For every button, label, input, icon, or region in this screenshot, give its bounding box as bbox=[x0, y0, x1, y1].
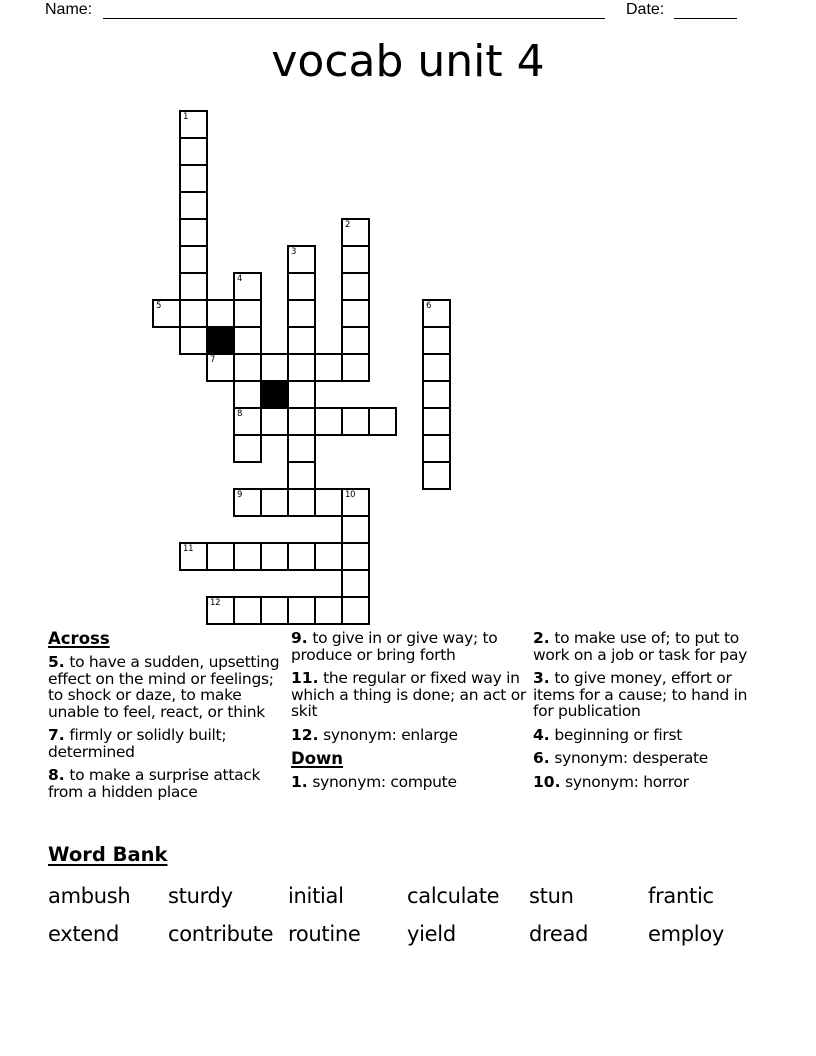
word-bank-word: routine bbox=[288, 922, 361, 946]
cell-number: 3 bbox=[291, 247, 297, 257]
grid-cell[interactable] bbox=[341, 299, 370, 328]
grid-cell[interactable] bbox=[179, 164, 208, 193]
grid-cell[interactable] bbox=[233, 272, 262, 301]
grid-cell[interactable] bbox=[341, 272, 370, 301]
cell-number: 7 bbox=[210, 355, 216, 365]
clue-11: 11. the regular or fixed way in which a thing is done; an act or skit bbox=[291, 669, 526, 721]
cell-number: 9 bbox=[237, 490, 243, 500]
grid-cell[interactable] bbox=[287, 488, 316, 517]
crossword-grid bbox=[152, 110, 451, 625]
grid-cell[interactable] bbox=[233, 434, 262, 463]
clue-10: 10. synonym: horror bbox=[533, 773, 689, 792]
clue-number: 2. bbox=[533, 629, 550, 647]
clue-number: 11. bbox=[291, 669, 319, 688]
grid-cell[interactable] bbox=[260, 407, 289, 436]
word-bank-row-2 bbox=[48, 920, 778, 950]
grid-cell-black bbox=[260, 380, 289, 409]
clue-3: 3. to give money, effort or items for a cause; to hand in for publication bbox=[533, 669, 748, 721]
word-bank-word: employ bbox=[648, 922, 725, 946]
word-bank-word: extend bbox=[48, 922, 119, 946]
grid-cell[interactable] bbox=[233, 326, 262, 355]
cell-number: 4 bbox=[237, 274, 243, 284]
name-fill-line[interactable] bbox=[103, 0, 605, 19]
across-header: Across bbox=[48, 629, 110, 648]
word-bank-word: stun bbox=[529, 884, 574, 908]
grid-cell[interactable] bbox=[260, 488, 289, 517]
grid-cell[interactable] bbox=[179, 299, 208, 328]
grid-cell[interactable] bbox=[287, 461, 316, 490]
clue-1: 1. synonym: compute bbox=[291, 773, 457, 792]
grid-cell[interactable] bbox=[341, 326, 370, 355]
grid-cell[interactable] bbox=[152, 299, 181, 328]
grid-cell[interactable] bbox=[260, 596, 289, 625]
cell-number: 2 bbox=[345, 220, 351, 230]
grid-cell[interactable] bbox=[287, 299, 316, 328]
clue-number: 6. bbox=[533, 749, 550, 768]
grid-cell[interactable] bbox=[341, 542, 370, 571]
grid-cell[interactable] bbox=[287, 380, 316, 409]
word-bank-header: Word Bank bbox=[48, 843, 168, 866]
grid-cell[interactable] bbox=[233, 353, 262, 382]
clue-number: 4. bbox=[533, 725, 550, 744]
clue-number: 12. bbox=[291, 725, 319, 744]
grid-cell[interactable] bbox=[341, 353, 370, 382]
word-bank-word: dread bbox=[529, 922, 589, 946]
grid-cell-black bbox=[206, 326, 235, 355]
grid-cell[interactable] bbox=[287, 353, 316, 382]
clue-number: 5. bbox=[48, 653, 65, 671]
grid-cell[interactable] bbox=[422, 380, 451, 409]
clue-8: 8. to make a surprise attack from a hidden place bbox=[48, 766, 261, 802]
grid-cell[interactable] bbox=[179, 110, 208, 139]
grid-cell[interactable] bbox=[287, 596, 316, 625]
grid-cell[interactable] bbox=[233, 542, 262, 571]
name-label: Name: bbox=[45, 1, 93, 18]
word-bank-word: calculate bbox=[407, 884, 500, 908]
clue-number: 9. bbox=[291, 629, 308, 647]
word-bank-word: contribute bbox=[168, 922, 274, 946]
clue-column-3 bbox=[533, 630, 751, 798]
clue-number: 7. bbox=[48, 726, 65, 745]
grid-cell[interactable] bbox=[287, 407, 316, 436]
grid-cell[interactable] bbox=[422, 353, 451, 382]
clue-column-1 bbox=[48, 630, 290, 808]
grid-cell[interactable] bbox=[233, 299, 262, 328]
word-bank-word: ambush bbox=[48, 884, 131, 908]
grid-cell[interactable] bbox=[206, 299, 235, 328]
grid-cell[interactable] bbox=[422, 461, 451, 490]
grid-cell[interactable] bbox=[179, 137, 208, 166]
down-header: Down bbox=[291, 749, 344, 769]
grid-cell[interactable] bbox=[314, 353, 343, 382]
clue-5: 5. to have a sudden, upsetting effect on the mind or feelings; to shock or daze, to make unable to feel, react, or think bbox=[48, 653, 280, 721]
clue-number: 8. bbox=[48, 766, 65, 785]
grid-cell[interactable] bbox=[260, 353, 289, 382]
word-bank-row-1 bbox=[48, 882, 778, 912]
grid-cell[interactable] bbox=[206, 353, 235, 382]
grid-cell[interactable] bbox=[368, 407, 397, 436]
grid-cell[interactable] bbox=[179, 218, 208, 247]
grid-cell[interactable] bbox=[422, 299, 451, 328]
grid-cell[interactable] bbox=[341, 245, 370, 274]
grid-cell[interactable] bbox=[341, 407, 370, 436]
clue-6: 6. synonym: desperate bbox=[533, 749, 709, 768]
cell-number: 8 bbox=[237, 409, 243, 419]
grid-cell[interactable] bbox=[233, 380, 262, 409]
cell-number: 5 bbox=[156, 301, 162, 311]
clue-9: 9. to give in or give way; to produce or bring forth bbox=[291, 629, 498, 664]
grid-cell[interactable] bbox=[341, 218, 370, 247]
grid-cell[interactable] bbox=[287, 434, 316, 463]
grid-cell[interactable] bbox=[233, 596, 262, 625]
grid-cell[interactable] bbox=[422, 407, 451, 436]
grid-cell[interactable] bbox=[206, 596, 235, 625]
grid-cell[interactable] bbox=[206, 542, 235, 571]
clue-4: 4. beginning or first bbox=[533, 725, 683, 744]
grid-cell[interactable] bbox=[422, 434, 451, 463]
grid-cell[interactable] bbox=[422, 326, 451, 355]
clue-number: 1. bbox=[291, 773, 308, 792]
grid-cell[interactable] bbox=[179, 272, 208, 301]
grid-cell[interactable] bbox=[179, 245, 208, 274]
cell-number: 6 bbox=[426, 301, 432, 311]
grid-cell[interactable] bbox=[179, 542, 208, 571]
grid-cell[interactable] bbox=[233, 488, 262, 517]
grid-cell[interactable] bbox=[287, 245, 316, 274]
word-bank-word: initial bbox=[288, 884, 344, 908]
clue-number: 3. bbox=[533, 669, 550, 688]
grid-cell[interactable] bbox=[179, 191, 208, 220]
clue-column-2 bbox=[291, 630, 526, 798]
grid-cell[interactable] bbox=[287, 326, 316, 355]
word-bank-word: frantic bbox=[648, 884, 714, 908]
grid-cell[interactable] bbox=[314, 407, 343, 436]
grid-cell[interactable] bbox=[287, 272, 316, 301]
date-label: Date: bbox=[626, 1, 665, 18]
cell-number: 12 bbox=[210, 598, 221, 608]
grid-cell[interactable] bbox=[314, 596, 343, 625]
clue-2: 2. to make use of; to put to work on a job or task for pay bbox=[533, 629, 748, 664]
grid-cell[interactable] bbox=[341, 569, 370, 598]
word-bank-word: sturdy bbox=[168, 884, 233, 908]
grid-cell[interactable] bbox=[341, 515, 370, 544]
date-fill-line[interactable] bbox=[674, 0, 737, 19]
clue-number: 10. bbox=[533, 773, 561, 792]
clue-12: 12. synonym: enlarge bbox=[291, 725, 458, 744]
page-title: vocab unit 4 bbox=[271, 36, 545, 87]
grid-cell[interactable] bbox=[341, 596, 370, 625]
grid-cell[interactable] bbox=[341, 488, 370, 517]
clue-7: 7. firmly or solidly built; determined bbox=[48, 726, 227, 761]
cell-number: 1 bbox=[183, 112, 189, 122]
grid-cell[interactable] bbox=[260, 542, 289, 571]
grid-cell[interactable] bbox=[287, 542, 316, 571]
grid-cell[interactable] bbox=[314, 488, 343, 517]
cell-number: 11 bbox=[183, 544, 194, 554]
word-bank-word: yield bbox=[407, 922, 456, 946]
grid-cell[interactable] bbox=[233, 407, 262, 436]
grid-cell[interactable] bbox=[179, 326, 208, 355]
cell-number: 10 bbox=[345, 490, 356, 500]
grid-cell[interactable] bbox=[314, 542, 343, 571]
